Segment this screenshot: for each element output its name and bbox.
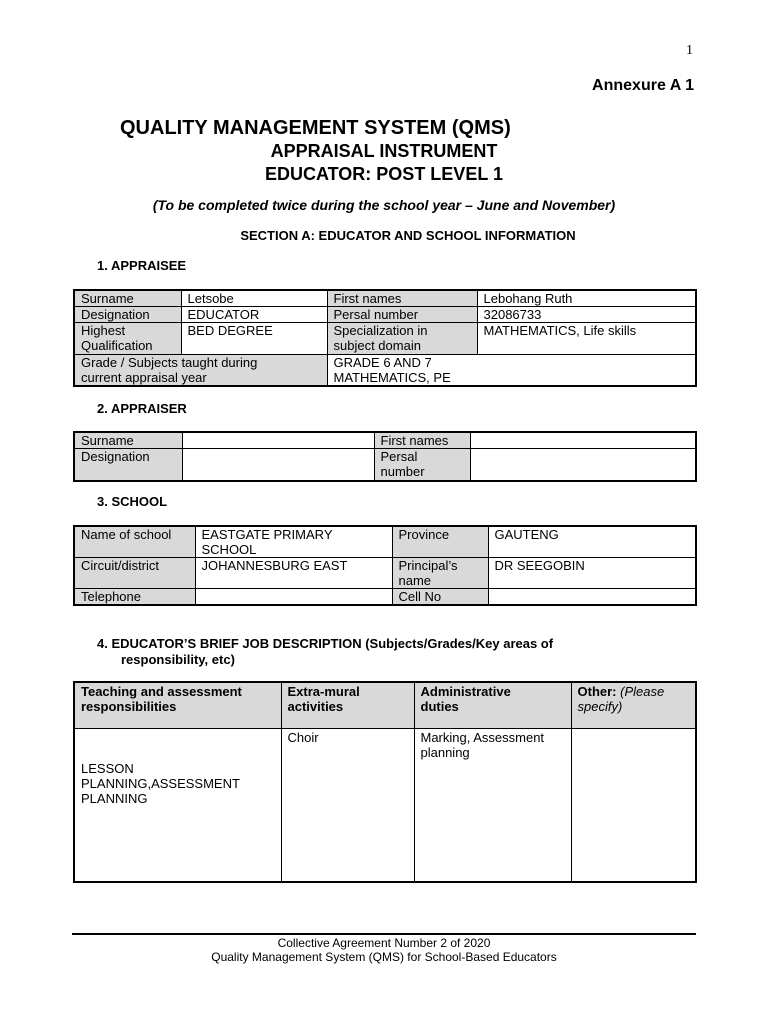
teaching-header-line: Teaching and assessment bbox=[81, 684, 242, 699]
other-value bbox=[571, 728, 696, 882]
table-row bbox=[74, 307, 696, 323]
appraiser-surname-label: Surname bbox=[74, 432, 182, 449]
job-heading-line: 4. EDUCATOR’S BRIEF JOB DESCRIPTION (Subjects/Grades/Key areas of bbox=[97, 636, 554, 651]
qualification-label bbox=[74, 323, 181, 355]
extramural-value: Choir bbox=[281, 728, 414, 882]
job-heading-line: responsibility, etc) bbox=[121, 652, 235, 667]
appraiser-table bbox=[73, 431, 697, 482]
school-name-line: SCHOOL bbox=[201, 542, 257, 557]
table-row bbox=[74, 449, 696, 481]
grades-label-line: Grade / Subjects taught during bbox=[81, 355, 258, 370]
circuit-label: Circuit/district bbox=[74, 558, 195, 589]
grades-value-line: MATHEMATICS, PE bbox=[333, 370, 451, 385]
footer-line-1: Collective Agreement Number 2 of 2020 bbox=[277, 936, 491, 950]
appraiser-persal-label bbox=[374, 449, 470, 481]
grades-value-line: GRADE 6 AND 7 bbox=[333, 355, 432, 370]
telephone-value bbox=[195, 589, 392, 606]
extramural-header bbox=[281, 682, 414, 728]
grades-label bbox=[74, 355, 327, 387]
principal-value: DR SEEGOBIN bbox=[488, 558, 696, 589]
persal-label: Persal number bbox=[327, 307, 477, 323]
school-name-value bbox=[195, 526, 392, 558]
footer-divider bbox=[72, 933, 696, 935]
appraiser-first-names-label: First names bbox=[374, 432, 470, 449]
teaching-line: PLANNING bbox=[81, 790, 148, 806]
specialization-label-line: subject domain bbox=[333, 338, 421, 353]
telephone-label: Telephone bbox=[74, 589, 195, 606]
teaching-value bbox=[74, 728, 281, 882]
appraiser-heading: 2. APPRAISER bbox=[97, 401, 187, 416]
table-row bbox=[74, 589, 696, 606]
completion-note: (To be completed twice during the school year – June and November) bbox=[152, 197, 616, 213]
table-row bbox=[74, 558, 696, 589]
teaching-header-line: responsibilities bbox=[81, 699, 177, 714]
other-header-line bbox=[578, 684, 696, 699]
specialization-label bbox=[327, 323, 477, 355]
teaching-header bbox=[74, 682, 281, 728]
admin-line: planning bbox=[420, 744, 470, 760]
admin-header-line: Administrative bbox=[420, 684, 511, 699]
principal-label-line: Principal’s bbox=[398, 558, 458, 573]
table-row bbox=[74, 526, 696, 558]
qualification-label-line: Qualification bbox=[81, 338, 153, 353]
table-row bbox=[74, 682, 696, 728]
appraiser-persal-label-line: Persal bbox=[380, 449, 418, 464]
page-number: 1 bbox=[686, 43, 693, 58]
job-description-table bbox=[73, 681, 697, 883]
appraiser-designation-label: Designation bbox=[74, 449, 182, 481]
other-header-bold: Other: bbox=[577, 684, 617, 699]
grades-value bbox=[327, 355, 696, 387]
appraiser-first-names-value bbox=[470, 432, 696, 449]
appraiser-persal-value bbox=[470, 449, 696, 481]
appraisee-heading: 1. APPRAISEE bbox=[97, 258, 187, 273]
other-header-italic: (Please bbox=[620, 684, 665, 699]
appraisee-table bbox=[73, 289, 697, 387]
specialization-value: MATHEMATICS, Life skills bbox=[477, 323, 696, 355]
teaching-line: PLANNING,ASSESSMENT bbox=[81, 775, 240, 791]
annexure-label: Annexure A 1 bbox=[592, 77, 694, 94]
appraiser-designation-value bbox=[182, 449, 374, 481]
document-title: QUALITY MANAGEMENT SYSTEM (QMS) bbox=[120, 117, 511, 139]
document-subtitle: APPRAISAL INSTRUMENT bbox=[270, 141, 498, 161]
principal-label-line: name bbox=[398, 573, 432, 588]
footer-line-2: Quality Management System (QMS) for School-Based Educators bbox=[211, 950, 557, 964]
circuit-value: JOHANNESBURG EAST bbox=[195, 558, 392, 589]
appraiser-persal-label-line: number bbox=[380, 464, 425, 479]
persal-value: 32086733 bbox=[477, 307, 696, 323]
extramural-header-line: Extra-mural bbox=[287, 684, 360, 699]
spacer bbox=[81, 729, 281, 761]
designation-value: EDUCATOR bbox=[181, 307, 327, 323]
school-name-line: EASTGATE PRIMARY bbox=[201, 527, 333, 542]
cell-value bbox=[488, 589, 696, 606]
table-row bbox=[74, 323, 696, 355]
province-label: Province bbox=[392, 526, 488, 558]
surname-label: Surname bbox=[74, 290, 181, 307]
other-header-italic: specify) bbox=[577, 699, 623, 714]
other-header bbox=[571, 682, 696, 728]
table-row bbox=[74, 728, 696, 882]
table-row bbox=[74, 432, 696, 449]
qualification-value: BED DEGREE bbox=[181, 323, 327, 355]
appraiser-surname-value bbox=[182, 432, 374, 449]
admin-header-line: duties bbox=[420, 699, 459, 714]
cell-label: Cell No bbox=[392, 589, 488, 606]
table-row bbox=[74, 355, 696, 387]
other-header-line bbox=[578, 699, 696, 714]
grades-label-line: current appraisal year bbox=[81, 370, 207, 385]
first-names-label: First names bbox=[327, 290, 477, 307]
table-row bbox=[74, 290, 696, 307]
province-value: GAUTENG bbox=[488, 526, 696, 558]
admin-line: Marking, Assessment bbox=[420, 729, 545, 745]
extramural-header-line: activities bbox=[287, 699, 344, 714]
teaching-line: LESSON bbox=[81, 760, 134, 776]
designation-label: Designation bbox=[74, 307, 181, 323]
admin-value bbox=[414, 728, 571, 882]
admin-header bbox=[414, 682, 571, 728]
first-names-value: Lebohang Ruth bbox=[477, 290, 696, 307]
surname-value: Letsobe bbox=[181, 290, 327, 307]
specialization-label-line: Specialization in bbox=[333, 323, 428, 338]
school-heading: 3. SCHOOL bbox=[97, 494, 168, 509]
school-table bbox=[73, 525, 697, 606]
qualification-label-line: Highest bbox=[81, 323, 126, 338]
school-name-label: Name of school bbox=[74, 526, 195, 558]
document-subtitle-level: EDUCATOR: POST LEVEL 1 bbox=[264, 164, 504, 184]
job-description-heading bbox=[97, 636, 657, 668]
section-heading: SECTION A: EDUCATOR AND SCHOOL INFORMATION bbox=[240, 228, 576, 243]
principal-label bbox=[392, 558, 488, 589]
